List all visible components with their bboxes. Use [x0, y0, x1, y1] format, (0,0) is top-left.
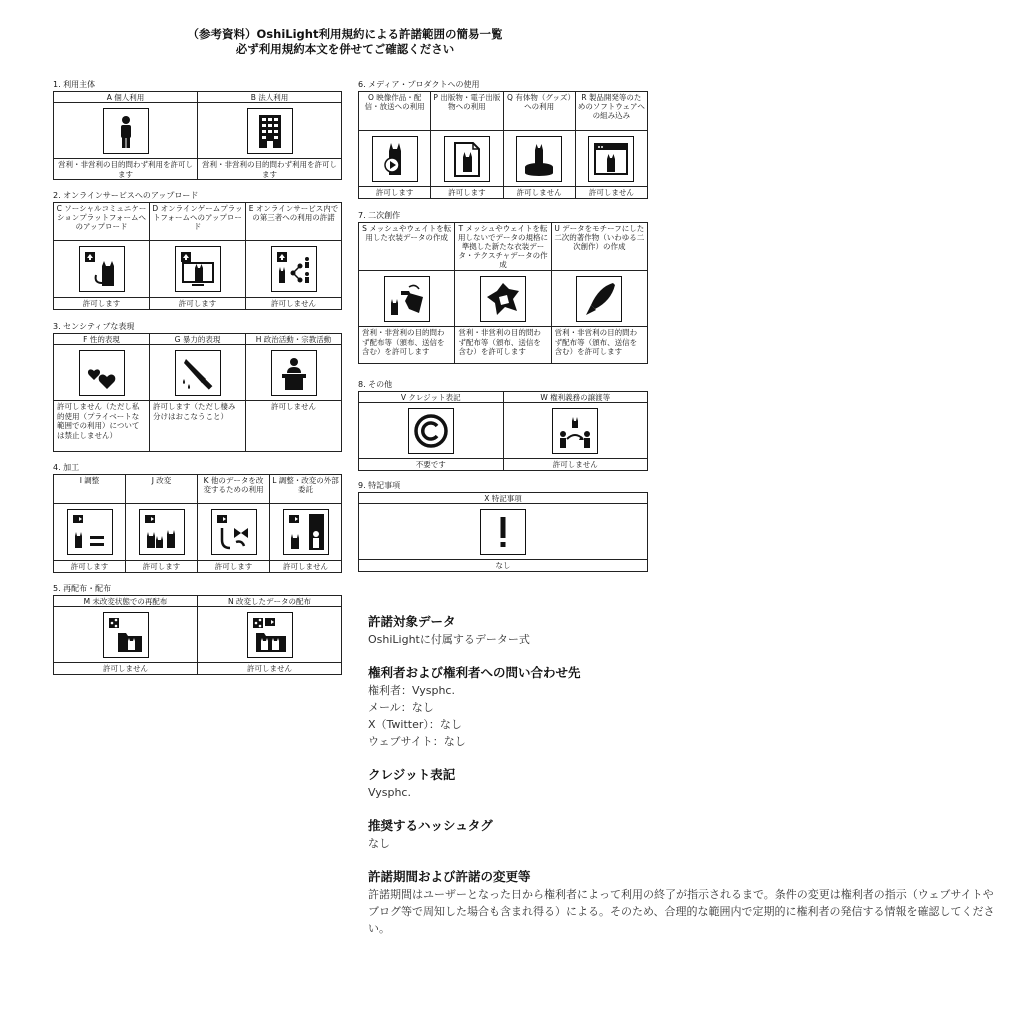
cell-label: X 特記事項: [359, 493, 647, 504]
document-subtitle: 必ず利用規約本文を併せてご確認ください: [235, 42, 455, 56]
section-online-upload: [53, 191, 342, 310]
cell-label: S メッシュやウェイトを転用した衣装データの作成: [359, 223, 454, 271]
cell-label: R 製品開発等のためのソフトウェアへの組み込み: [576, 92, 647, 131]
copyright-icon: [408, 408, 454, 454]
cell-result: 営利・非営利の目的問わず利用を許可します: [58, 160, 193, 179]
modify-cats-icon: [139, 509, 185, 555]
publication-icon: [444, 136, 490, 182]
cell-result: 営利・非営利の目的問わず利用を許可します: [202, 160, 337, 179]
license-table: [358, 222, 648, 364]
contact-holder: 権利者：Vysphc.: [368, 684, 455, 697]
cell-result: 許可しません: [283, 562, 328, 571]
cell-label: I 調整: [54, 475, 125, 504]
license-cell-k: [197, 475, 269, 572]
section-other: [358, 380, 648, 471]
office-building-icon: [247, 108, 293, 154]
upload-monitor-icon: [175, 246, 221, 292]
section-title: 2. オンラインサービスへのアップロード: [53, 191, 199, 200]
cell-label: E オンラインサービス内での第三者への利用の許諾: [246, 203, 341, 241]
cell-label: F 性的表現: [54, 334, 149, 345]
cell-result: 許可しません: [271, 402, 316, 411]
license-cell-t: [454, 223, 550, 363]
contact-x: X（Twitter）：なし: [368, 718, 462, 731]
cell-result: 許可しません（ただし私的使用（プライベートな範囲での利用）については禁止しません）: [57, 402, 140, 440]
license-cell-s: [359, 223, 454, 363]
license-table: [358, 91, 648, 199]
video-play-icon: [372, 136, 418, 182]
cell-label: Q 有体物（グッズ）への利用: [504, 92, 575, 131]
license-table: [53, 595, 342, 675]
cell-label: T メッシュやウェイトを転用しないでデータの規格に準拠した新たな衣装データ・テクスチャデータの作成: [455, 223, 550, 271]
outsource-icon: [283, 509, 329, 555]
license-info: [368, 613, 998, 937]
license-cell-i: [54, 475, 125, 572]
license-cell-p: [430, 92, 502, 198]
software-window-icon: [588, 136, 634, 182]
license-cell-h: [245, 334, 341, 451]
section-redistribution: [53, 584, 342, 675]
new-costume-icon: [480, 276, 526, 322]
contact-mail: メール：なし: [368, 701, 434, 714]
transfer-rights-icon: [552, 408, 598, 454]
license-cell-r: [575, 92, 647, 198]
license-cell-q: [503, 92, 575, 198]
cell-result: なし: [495, 561, 511, 570]
license-cell-o: [359, 92, 430, 198]
cell-label: V クレジット表記: [359, 392, 503, 403]
license-table: [53, 474, 342, 573]
parts-use-icon: [211, 509, 257, 555]
license-cell-u: [551, 223, 647, 363]
cell-result: 許可します: [70, 562, 109, 571]
cell-result: 許可します（ただし棲み分けはおこなうこと）: [153, 402, 236, 421]
cell-result: 許可しません: [552, 460, 598, 469]
cell-label: A 個人利用: [54, 92, 197, 103]
license-cell-g: [149, 334, 245, 451]
cell-result: 許可します: [214, 562, 253, 571]
cell-result: 許可しません: [516, 188, 562, 197]
cell-result: 許可しません: [588, 188, 634, 197]
cell-label: O 映像作品・配信・放送への利用: [359, 92, 430, 131]
credit-text: Vysphc.: [368, 786, 411, 799]
knife-icon: [175, 350, 221, 396]
cell-result: 許可しません: [103, 664, 148, 673]
cell-result: 許可します: [142, 562, 181, 571]
adjust-equal-icon: [67, 509, 113, 555]
license-cell-n: [197, 596, 341, 674]
cell-result: 許可しません: [271, 299, 316, 308]
section-derivative: [358, 211, 648, 364]
cell-result: 許可しません: [247, 664, 292, 673]
credit-heading: クレジット表記: [368, 767, 456, 782]
cell-label: N 改変したデータの配布: [198, 596, 341, 607]
section-title: 5. 再配布・配布: [53, 584, 112, 593]
target-data-heading: 許諾対象データ: [368, 614, 456, 629]
license-table: [53, 333, 342, 452]
license-cell-v: [359, 392, 503, 470]
exclamation-icon: [480, 509, 526, 555]
cell-label: W 権利義務の譲渡等: [504, 392, 648, 403]
contact-website: ウェブサイト：なし: [368, 735, 466, 748]
share-third-party-icon: [271, 246, 317, 292]
cell-label: J 改変: [126, 475, 197, 504]
hashtag-heading: 推奨するハッシュタグ: [368, 818, 493, 833]
license-table: [358, 492, 648, 572]
cell-label: C ソーシャルコミュニケーションプラットフォームへのアップロード: [54, 203, 149, 241]
redistribute-folder-icon: [103, 612, 149, 658]
cell-label: G 暴力的表現: [150, 334, 245, 345]
license-cell-b: [197, 92, 341, 179]
contact-heading: 権利者および権利者への問い合わせ先: [368, 665, 581, 680]
cell-label: H 政治活動・宗教活動: [246, 334, 341, 345]
license-cell-e: [245, 203, 341, 309]
cell-result: 不要です: [415, 460, 446, 469]
section-title: 9. 特記事項: [358, 481, 401, 490]
section-media-products: [358, 80, 648, 199]
section-notes: [358, 481, 648, 572]
target-data-text: OshiLightに付属するデーター式: [368, 633, 530, 646]
section-title: 3. センシティブな表現: [53, 322, 135, 331]
hearts-icon: [79, 350, 125, 396]
section-title: 6. メディア・プロダクトへの使用: [358, 80, 480, 89]
license-table: [53, 202, 342, 310]
costume-transfer-icon: [384, 276, 430, 322]
cell-label: K 他のデータを改変するための利用: [198, 475, 269, 504]
podium-icon: [271, 350, 317, 396]
license-table: [53, 91, 342, 180]
person-icon: [103, 108, 149, 154]
license-cell-x: [359, 493, 647, 571]
license-cell-l: [269, 475, 341, 572]
cell-label: L 調整・改変の外部委託: [270, 475, 341, 504]
cell-result: 許可します: [448, 188, 486, 197]
period-text: 許諾期間はユーザーとなった日から権利者によって利用の終了が指示されるまで。条件の変更は権利者の指示（ウェブサイトやブログ等で周知した場合も含まれ得る）による。そのため、合理的な範囲内で定期的に権利者の発信する情報を確認してください。: [368, 888, 995, 935]
section-sensitive: [53, 322, 342, 452]
cell-label: U データをモチーフにした二次的著作物（いわゆる二次創作）の作成: [552, 223, 647, 271]
section-title: 8. その他: [358, 380, 393, 389]
section-title: 7. 二次創作: [358, 211, 401, 220]
section-usage-subject: [53, 80, 342, 180]
cell-result: 営利・非営利の目的問わず配布等（頒布、送信を含む）を許可します: [554, 328, 638, 356]
cell-result: 営利・非営利の目的問わず配布等（頒布、送信を含む）を許可します: [362, 328, 445, 356]
cell-result: 営利・非営利の目的問わず配布等（頒布、送信を含む）を許可します: [458, 328, 541, 356]
license-cell-m: [54, 596, 197, 674]
license-cell-c: [54, 203, 149, 309]
license-cell-d: [149, 203, 245, 309]
cell-label: B 法人利用: [198, 92, 341, 103]
section-title: 1. 利用主体: [53, 80, 96, 89]
license-table: [358, 391, 648, 471]
cell-label: M 未改変状態での再配布: [54, 596, 197, 607]
cell-label: P 出版物・電子出版物への利用: [431, 92, 502, 131]
license-cell-a: [54, 92, 197, 179]
upload-cat-icon: [79, 246, 125, 292]
distribute-modified-icon: [247, 612, 293, 658]
license-cell-j: [125, 475, 197, 572]
goods-figure-icon: [516, 136, 562, 182]
cell-result: 許可します: [82, 299, 121, 308]
cell-result: 許可します: [375, 188, 414, 197]
pen-icon: [576, 276, 622, 322]
hashtag-text: なし: [368, 837, 390, 850]
license-cell-w: [503, 392, 648, 470]
document-title: （参考資料）OshiLight利用規約による許諾範囲の簡易一覧: [187, 27, 503, 41]
license-cell-f: [54, 334, 149, 451]
cell-label: D オンラインゲームプラットフォームへのアップロード: [150, 203, 245, 241]
section-processing: [53, 463, 342, 573]
section-title: 4. 加工: [53, 463, 80, 472]
cell-result: 許可します: [178, 299, 217, 308]
period-heading: 許諾期間および許諾の変更等: [368, 869, 531, 884]
